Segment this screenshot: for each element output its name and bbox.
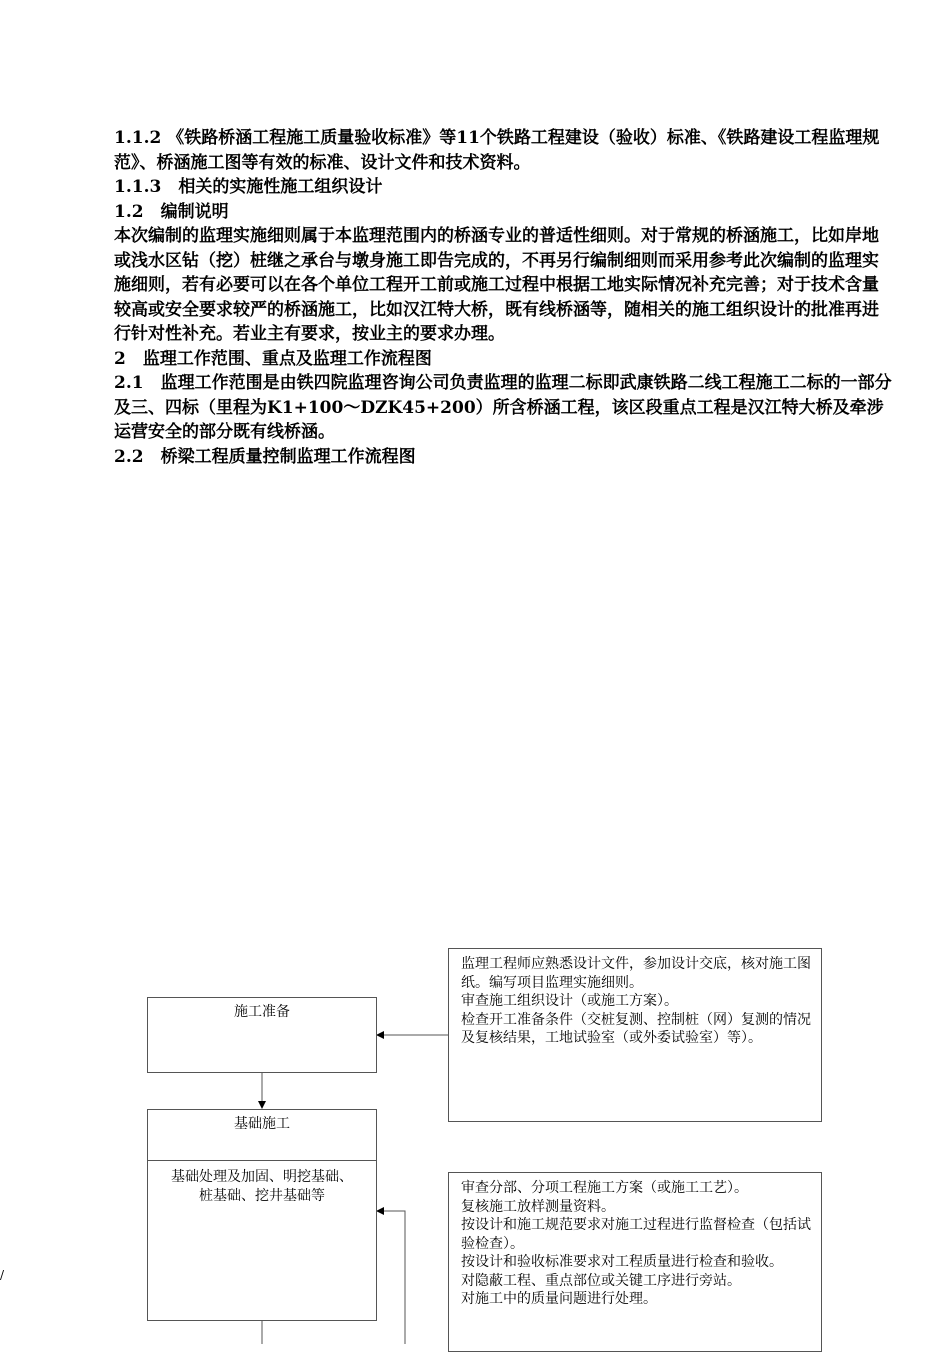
heading-1-2: 1.2 编制说明 — [114, 201, 229, 222]
step-construction-preparation-label: 施工准备 — [234, 1004, 290, 1020]
box-divider — [148, 1160, 376, 1161]
note2-line-4: 按设计和验收标准要求对工程质量进行检查和验收。 — [461, 1254, 783, 1270]
paragraph-description: 本次编制的监理实施细则属于本监理范围内的桥涵专业的普适性细则。对于常规的桥涵施工，比如岸地或浅水区钻（挖）桩继之承台与墩身施工即告完成的，不再另行编制细则而采用参考此次编制的监理实施细则，若有必要可以在各个单位工程开工前或施工过程中根据工地实际情况补充完善；对于技术含量较高或安全要求较严的桥涵施工，比如汉江特大桥，既有线桥涵等，随相关的施工组织设计的批准再进行针对性补充。若业主有要求，按业主的要求办理。 — [114, 226, 879, 344]
note1-line-2: 审查施工组织设计（或施工方案）。 — [461, 993, 678, 1009]
paragraph-1-1-2: 1.1.2 《铁路桥涵工程施工质量验收标准》等11个铁路工程建设（验收）标准、《铁路建设工程监理规范》、桥涵施工图等有效的标准、设计文件和技术资料。 — [114, 128, 880, 173]
supervision-note-construction — [448, 1172, 822, 1352]
note2-line-6: 对施工中的质量问题进行处理。 — [461, 1291, 657, 1307]
note1-line-1: 监理工程师应熟悉设计文件，参加设计交底，核对施工图纸。编写项目监理实施细则。 — [461, 956, 811, 991]
heading-2-2: 2.2 桥梁工程质量控制监理工作流程图 — [114, 446, 416, 467]
arrow-note2-to-step2 — [377, 1211, 405, 1344]
step-foundation-construction-label: 基础施工 — [234, 1116, 290, 1132]
note2-line-2: 复核施工放样测量资料。 — [461, 1198, 615, 1215]
step-foundation-construction-box — [147, 1109, 377, 1321]
note2-line-3: 按设计和施工规范要求对施工过程进行监督检查（包括试验检查）。 — [461, 1217, 811, 1252]
step-construction-preparation-box — [147, 997, 377, 1073]
margin-mark: / — [0, 1268, 5, 1282]
note1-line-3: 检查开工准备条件（交桩复测、控制桩（网）复测的情况及复核结果，工地试验室（或外委试验室）等）。 — [461, 1011, 811, 1046]
paragraph-2-1: 2.1 监理工作范围是由铁四院监理咨询公司负责监理的监理二标即武康铁路二线工程施工二标的一部分及三、四标（里程为K1+100～DZK45+200）所含桥涵工程，该区段重点工程是汉江特大桥及牵涉运营安全的部分既有线桥涵。 — [114, 373, 892, 442]
heading-2: 2 监理工作范围、重点及监理工作流程图 — [114, 348, 432, 369]
note2-line-1: 审查分部、分项工程施工方案（或施工工艺）。 — [461, 1180, 748, 1196]
foundation-work-items: 基础处理及加固、明挖基础、桩基础、挖井基础等 — [171, 1169, 353, 1204]
supervision-note-preparation — [448, 948, 822, 1122]
note2-line-5: 对隐蔽工程、重点部位或关键工序进行旁站。 — [461, 1272, 741, 1289]
heading-1-1-3: 1.1.3 相关的实施性施工组织设计 — [114, 177, 383, 197]
